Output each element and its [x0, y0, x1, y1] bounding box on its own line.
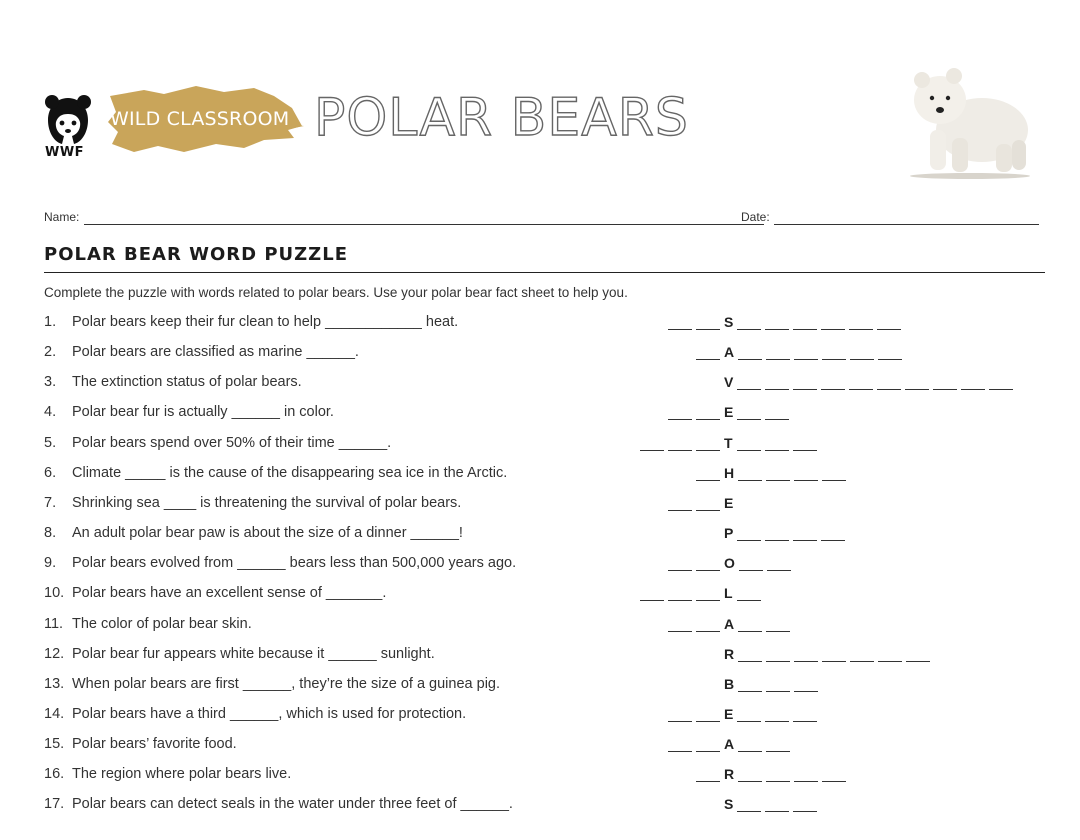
- question-number: 15.: [44, 736, 65, 753]
- question-number: 12.: [44, 645, 65, 662]
- key-letter: O: [724, 555, 735, 572]
- question-text: The region where polar bears live.: [72, 766, 292, 783]
- question-text: Polar bears spend over 50% of their time ______.: [72, 434, 392, 451]
- letter-blank[interactable]: [737, 377, 761, 390]
- letter-blank[interactable]: [905, 377, 929, 390]
- letter-blank[interactable]: [793, 377, 817, 390]
- question-number: 6.: [44, 464, 57, 481]
- letter-blank[interactable]: [794, 769, 818, 782]
- letter-blank[interactable]: [878, 347, 902, 360]
- question-number: 5.: [44, 434, 57, 451]
- question-number: 3.: [44, 374, 57, 391]
- puzzle-row: [44, 525, 1044, 547]
- letter-blank[interactable]: [696, 438, 720, 451]
- key-letter: L: [724, 585, 733, 602]
- letter-blank[interactable]: [696, 619, 720, 632]
- letter-blank[interactable]: [738, 468, 762, 481]
- answer-blanks[interactable]: [668, 314, 905, 330]
- letter-blank[interactable]: [668, 438, 692, 451]
- letter-blank[interactable]: [793, 438, 817, 451]
- date-field[interactable]: [774, 224, 1039, 225]
- brand-name: WILD CLASSROOM: [110, 108, 290, 130]
- letter-blank[interactable]: [668, 317, 692, 330]
- letter-blank[interactable]: [850, 347, 874, 360]
- letter-blank[interactable]: [640, 438, 664, 451]
- puzzle-row: [44, 766, 1044, 788]
- answer-blanks[interactable]: [724, 374, 1017, 390]
- letter-blank[interactable]: [849, 317, 873, 330]
- answer-blanks[interactable]: [696, 465, 850, 481]
- answer-blanks[interactable]: [668, 404, 793, 420]
- letter-blank[interactable]: [794, 347, 818, 360]
- key-letter: S: [724, 796, 734, 813]
- letter-blank[interactable]: [793, 709, 817, 722]
- letter-blank[interactable]: [696, 468, 720, 481]
- page-header: [0, 0, 1080, 200]
- letter-blank[interactable]: [765, 709, 789, 722]
- letter-blank[interactable]: [821, 317, 845, 330]
- key-letter: A: [724, 736, 735, 753]
- letter-blank[interactable]: [766, 619, 790, 632]
- question-text: The color of polar bear skin.: [72, 615, 252, 632]
- letter-blank[interactable]: [793, 799, 817, 812]
- puzzle-row: [44, 796, 1044, 818]
- answer-blanks[interactable]: [724, 796, 821, 812]
- question-text: Polar bears are classified as marine ______.: [72, 344, 359, 361]
- letter-blank[interactable]: [696, 769, 720, 782]
- puzzle-row: [44, 646, 1044, 668]
- puzzle-row: [44, 465, 1044, 487]
- puzzle-row: [44, 495, 1044, 517]
- puzzle-row: [44, 404, 1044, 426]
- letter-blank[interactable]: [766, 679, 790, 692]
- question-number: 7.: [44, 494, 57, 511]
- question-number: 17.: [44, 796, 65, 813]
- question-text: Polar bears evolved from ______ bears less than 500,000 years ago.: [72, 555, 517, 572]
- letter-blank[interactable]: [737, 528, 761, 541]
- question-number: 2.: [44, 344, 57, 361]
- letter-blank[interactable]: [822, 649, 846, 662]
- question-text: Polar bears can detect seals in the water under three feet of ______.: [72, 796, 513, 813]
- question-number: 14.: [44, 705, 65, 722]
- letter-blank[interactable]: [668, 558, 692, 571]
- question-number: 13.: [44, 675, 65, 692]
- letter-blank[interactable]: [737, 799, 761, 812]
- letter-blank[interactable]: [821, 377, 845, 390]
- question-text: Polar bears have an excellent sense of _______.: [72, 585, 387, 602]
- question-text: An adult polar bear paw is about the size of a dinner ______!: [72, 525, 463, 542]
- puzzle-row: [44, 585, 1044, 607]
- letter-blank[interactable]: [668, 588, 692, 601]
- question-text: Polar bears’ favorite food.: [72, 736, 237, 753]
- answer-blanks[interactable]: [724, 676, 822, 692]
- letter-blank[interactable]: [822, 468, 846, 481]
- letter-blank[interactable]: [766, 769, 790, 782]
- answer-blanks[interactable]: [724, 646, 934, 662]
- letter-blank[interactable]: [767, 558, 791, 571]
- letter-blank[interactable]: [765, 438, 789, 451]
- letter-blank[interactable]: [877, 317, 901, 330]
- key-letter: P: [724, 525, 734, 542]
- question-number: 11.: [44, 615, 64, 632]
- question-text: Climate _____ is the cause of the disappearing sea ice in the Arctic.: [72, 464, 508, 481]
- question-number: 8.: [44, 525, 57, 542]
- letter-blank[interactable]: [737, 709, 761, 722]
- letter-blank[interactable]: [738, 679, 762, 692]
- question-text: When polar bears are first ______, they’re the size of a guinea pig.: [72, 675, 501, 692]
- key-letter: R: [724, 645, 735, 662]
- letter-blank[interactable]: [793, 317, 817, 330]
- letter-blank[interactable]: [739, 558, 763, 571]
- puzzle-row: [44, 736, 1044, 758]
- letter-blank[interactable]: [737, 438, 761, 451]
- letter-blank[interactable]: [878, 649, 902, 662]
- question-text: Polar bear fur appears white because it ______ sunlight.: [72, 645, 435, 662]
- answer-blanks[interactable]: [668, 616, 794, 632]
- instructions: Complete the puzzle with words related to polar bears. Use your polar bear fact sheet to help you.: [44, 285, 628, 300]
- letter-blank[interactable]: [696, 739, 720, 752]
- letter-blank[interactable]: [821, 528, 845, 541]
- letter-blank[interactable]: [989, 377, 1013, 390]
- answer-blanks[interactable]: [668, 736, 794, 752]
- question-text: The extinction status of polar bears.: [72, 374, 302, 391]
- letter-blank[interactable]: [640, 588, 664, 601]
- question-number: 1.: [44, 314, 57, 330]
- letter-blank[interactable]: [737, 407, 761, 420]
- puzzle-row: [44, 706, 1044, 728]
- letter-blank[interactable]: [696, 317, 720, 330]
- polar-bear-cub-image: [900, 60, 1035, 180]
- letter-blank[interactable]: [737, 588, 761, 601]
- letter-blank[interactable]: [668, 498, 692, 511]
- question-text: Polar bears have a third ______, which is used for protection.: [72, 705, 467, 722]
- key-letter: S: [724, 314, 734, 330]
- question-number: 10.: [44, 585, 65, 602]
- name-date-row: [44, 210, 1044, 230]
- letter-blank[interactable]: [794, 649, 818, 662]
- answer-blanks[interactable]: [724, 525, 849, 541]
- letter-blank[interactable]: [668, 709, 692, 722]
- answer-blanks[interactable]: [640, 435, 821, 451]
- letter-blank[interactable]: [765, 799, 789, 812]
- section-heading: POLAR BEAR WORD PUZZLE: [44, 244, 348, 265]
- letter-blank[interactable]: [738, 619, 762, 632]
- answer-blanks[interactable]: [668, 555, 795, 571]
- key-letter: T: [724, 434, 733, 451]
- letter-blank[interactable]: [696, 498, 720, 511]
- letter-blank[interactable]: [794, 468, 818, 481]
- letter-blank[interactable]: [849, 377, 873, 390]
- letter-blank[interactable]: [765, 317, 789, 330]
- letter-blank[interactable]: [696, 347, 720, 360]
- letter-blank[interactable]: [822, 347, 846, 360]
- letter-blank[interactable]: [738, 739, 762, 752]
- question-text: Shrinking sea ____ is threatening the survival of polar bears.: [72, 494, 462, 511]
- letter-blank[interactable]: [668, 407, 692, 420]
- letter-blank[interactable]: [696, 558, 720, 571]
- question-number: 16.: [44, 766, 65, 783]
- letter-blank[interactable]: [738, 649, 762, 662]
- letter-blank[interactable]: [850, 649, 874, 662]
- letter-blank[interactable]: [668, 739, 692, 752]
- letter-blank[interactable]: [877, 377, 901, 390]
- key-letter: H: [724, 464, 735, 481]
- letter-blank[interactable]: [738, 347, 762, 360]
- puzzle-row: [44, 676, 1044, 698]
- key-letter: A: [724, 615, 735, 632]
- letter-blank[interactable]: [766, 649, 790, 662]
- date-label: Date:: [741, 210, 770, 224]
- answer-blanks[interactable]: [668, 495, 737, 511]
- letter-blank[interactable]: [737, 317, 761, 330]
- key-letter: R: [724, 766, 735, 783]
- question-number: 9.: [44, 555, 57, 572]
- question-text: Polar bear fur is actually ______ in color.: [72, 404, 334, 421]
- divider: [44, 272, 1045, 273]
- letter-blank[interactable]: [906, 649, 930, 662]
- page-title: POLAR BEARS: [314, 88, 689, 148]
- puzzle-row: [44, 314, 1044, 336]
- answer-blanks[interactable]: [696, 344, 906, 360]
- puzzle-row: [44, 344, 1044, 366]
- key-letter: E: [724, 705, 734, 722]
- letter-blank[interactable]: [696, 709, 720, 722]
- puzzle-row: [44, 374, 1044, 396]
- letter-blank[interactable]: [961, 377, 985, 390]
- letter-blank[interactable]: [766, 347, 790, 360]
- letter-blank[interactable]: [765, 377, 789, 390]
- letter-blank[interactable]: [766, 468, 790, 481]
- key-letter: E: [724, 494, 734, 511]
- answer-blanks[interactable]: [696, 766, 850, 782]
- puzzle-row: [44, 616, 1044, 638]
- letter-blank[interactable]: [822, 769, 846, 782]
- letter-blank[interactable]: [765, 528, 789, 541]
- question-number: 4.: [44, 404, 57, 421]
- letter-blank[interactable]: [696, 407, 720, 420]
- letter-blank[interactable]: [696, 588, 720, 601]
- key-letter: V: [724, 374, 734, 391]
- letter-blank[interactable]: [793, 528, 817, 541]
- wwf-wordmark: WWF: [45, 145, 85, 160]
- letter-blank[interactable]: [765, 407, 789, 420]
- letter-blank[interactable]: [738, 769, 762, 782]
- puzzle-row: [44, 555, 1044, 577]
- answer-blanks[interactable]: [668, 706, 821, 722]
- name-field[interactable]: [84, 224, 764, 225]
- question-text: Polar bears keep their fur clean to help ____________ heat.: [72, 314, 459, 330]
- letter-blank[interactable]: [933, 377, 957, 390]
- key-letter: A: [724, 344, 735, 361]
- letter-blank[interactable]: [766, 739, 790, 752]
- key-letter: B: [724, 675, 735, 692]
- puzzle-row: [44, 435, 1044, 457]
- letter-blank[interactable]: [668, 619, 692, 632]
- answer-blanks[interactable]: [640, 585, 765, 601]
- name-label: Name:: [44, 210, 80, 224]
- key-letter: E: [724, 404, 734, 421]
- letter-blank[interactable]: [794, 679, 818, 692]
